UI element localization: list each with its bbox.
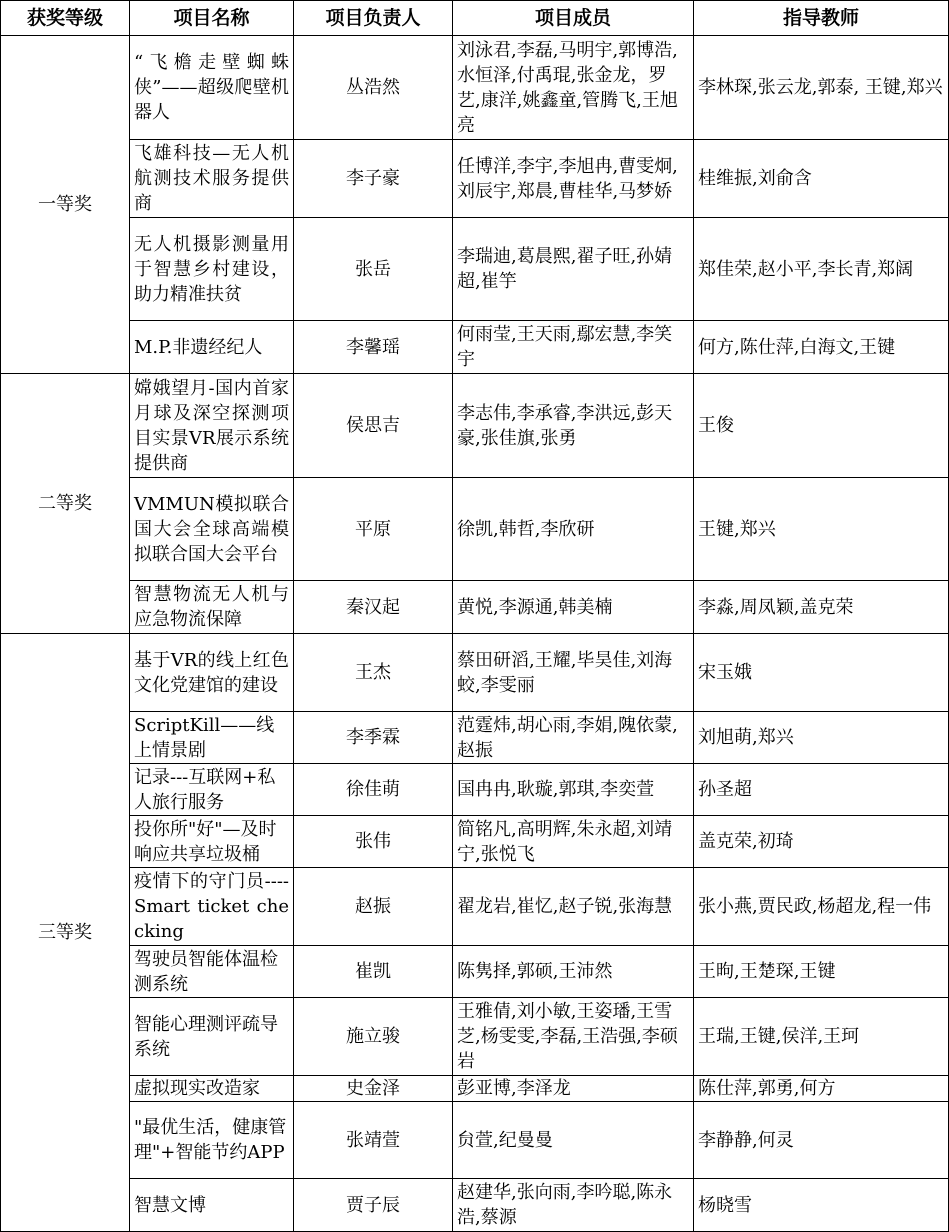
table-row	[1, 1179, 949, 1232]
project-name-cell: 记录---互联网+私人旅行服务	[130, 764, 294, 816]
project-leader-cell: 张岳	[294, 218, 453, 321]
header-advisors: 指导教师	[694, 1, 949, 36]
advisors-cell: 王俊	[694, 374, 949, 478]
project-members-cell: 简铭凡,高明辉,朱永超,刘靖宁,张悦飞	[453, 816, 694, 868]
header-row	[1, 1, 949, 36]
table-row	[1, 868, 949, 946]
advisors-cell: 王昫,王楚琛,王键	[694, 946, 949, 998]
project-name-cell: “飞檐走壁蜘蛛侠”——超级爬壁机器人	[130, 36, 294, 140]
table-row	[1, 36, 949, 140]
project-leader-cell: 李馨瑶	[294, 321, 453, 374]
project-name-cell: 飞雄科技—无人机航测技术服务提供商	[130, 140, 294, 218]
header-award-level: 获奖等级	[1, 1, 130, 36]
advisors-cell: 桂维振,刘俞含	[694, 140, 949, 218]
project-name-cell: 基于VR的线上红色文化党建馆的建设	[130, 634, 294, 712]
award-level-cell: 一等奖	[1, 36, 130, 374]
advisors-cell: 郑佳荣,赵小平,李长青,郑阔	[694, 218, 949, 321]
advisors-cell: 张小燕,贾民政,杨超龙,程一伟	[694, 868, 949, 946]
table-row	[1, 764, 949, 816]
project-name-cell: VMMUN模拟联合国大会全球高端模拟联合国大会平台	[130, 478, 294, 581]
table-row	[1, 998, 949, 1076]
project-members-cell: 李志伟,李承睿,李洪远,彭天豪,张佳旗,张勇	[453, 374, 694, 478]
table-row	[1, 634, 949, 712]
project-name-cell: 投你所"好"—及时响应共享垃圾桶	[130, 816, 294, 868]
project-name-cell: 虚拟现实改造家	[130, 1076, 294, 1102]
table-row	[1, 374, 949, 478]
project-name-cell: ScriptKill——线上情景剧	[130, 712, 294, 764]
advisors-cell: 盖克荣,初琦	[694, 816, 949, 868]
project-name-cell: 驾驶员智能体温检测系统	[130, 946, 294, 998]
project-members-cell: 贠萱,纪曼曼	[453, 1102, 694, 1179]
project-leader-cell: 张伟	[294, 816, 453, 868]
table-row	[1, 478, 949, 581]
project-leader-cell: 李子豪	[294, 140, 453, 218]
project-members-cell: 彭亚博,李泽龙	[453, 1076, 694, 1102]
project-leader-cell: 徐佳萌	[294, 764, 453, 816]
project-name-cell: 智慧文博	[130, 1179, 294, 1232]
project-leader-cell: 贾子辰	[294, 1179, 453, 1232]
project-members-cell: 李瑞迪,葛晨熙,翟子旺,孙婧超,崔竽	[453, 218, 694, 321]
award-level-cell: 三等奖	[1, 634, 130, 1232]
project-members-cell: 黄悦,李源通,韩美楠	[453, 581, 694, 634]
header-project-leader: 项目负责人	[294, 1, 453, 36]
project-leader-cell: 史金泽	[294, 1076, 453, 1102]
table-row	[1, 1102, 949, 1179]
project-leader-cell: 侯思吉	[294, 374, 453, 478]
advisors-cell: 李淼,周凤颖,盖克荣	[694, 581, 949, 634]
project-leader-cell: 丛浩然	[294, 36, 453, 140]
project-name-cell: 疫情下的守门员----Smart ticket checking	[130, 868, 294, 946]
advisors-cell: 刘旭萌,郑兴	[694, 712, 949, 764]
project-leader-cell: 李季霖	[294, 712, 453, 764]
project-name-cell: 无人机摄影测量用于智慧乡村建设，助力精准扶贫	[130, 218, 294, 321]
table-row	[1, 816, 949, 868]
project-members-cell: 何雨莹,王天雨,鄢宏慧,李笑宇	[453, 321, 694, 374]
table-row	[1, 946, 949, 998]
project-members-cell: 陈隽择,郭硕,王沛然	[453, 946, 694, 998]
project-leader-cell: 王杰	[294, 634, 453, 712]
advisors-cell: 李林琛,张云龙,郭泰, 王键,郑兴	[694, 36, 949, 140]
project-name-cell: 智慧物流无人机与应急物流保障	[130, 581, 294, 634]
project-leader-cell: 施立骏	[294, 998, 453, 1076]
award-level-cell: 二等奖	[1, 374, 130, 634]
project-name-cell: M.P.非遗经纪人	[130, 321, 294, 374]
project-leader-cell: 张靖萱	[294, 1102, 453, 1179]
advisors-cell: 宋玉娥	[694, 634, 949, 712]
table-row	[1, 712, 949, 764]
advisors-cell: 王键,郑兴	[694, 478, 949, 581]
project-name-cell: "最优生活，健康管理"+智能节约APP	[130, 1102, 294, 1179]
advisors-cell: 何方,陈仕萍,白海文,王键	[694, 321, 949, 374]
advisors-cell: 陈仕萍,郭勇,何方	[694, 1076, 949, 1102]
project-leader-cell: 平原	[294, 478, 453, 581]
project-members-cell: 赵建华,张向雨,李吟聪,陈永浩,蔡源	[453, 1179, 694, 1232]
project-members-cell: 徐凯,韩哲,李欣研	[453, 478, 694, 581]
advisors-cell: 李静静,何灵	[694, 1102, 949, 1179]
project-leader-cell: 赵振	[294, 868, 453, 946]
project-members-cell: 范霆炜,胡心雨,李娟,隗依蒙,赵振	[453, 712, 694, 764]
project-leader-cell: 秦汉起	[294, 581, 453, 634]
project-members-cell: 任博洋,李宇,李旭冉,曹雯炯,刘辰宇,郑晨,曹桂华,马梦娇	[453, 140, 694, 218]
project-members-cell: 国冉冉,耿璇,郭琪,李奕萱	[453, 764, 694, 816]
header-project-members: 项目成员	[453, 1, 694, 36]
project-members-cell: 翟龙岩,崔忆,赵子锐,张海慧	[453, 868, 694, 946]
project-members-cell: 刘泳君,李磊,马明宇,郭博浩,水恒泽,付禹琨,张金龙，罗艺,康洋,姚鑫童,管腾飞,王旭亮	[453, 36, 694, 140]
table-row	[1, 140, 949, 218]
advisors-cell: 杨晓雪	[694, 1179, 949, 1232]
project-members-cell: 蔡田研滔,王耀,毕昊佳,刘海蛟,李雯丽	[453, 634, 694, 712]
project-name-cell: 智能心理测评疏导系统	[130, 998, 294, 1076]
table-row	[1, 1076, 949, 1102]
table-row	[1, 321, 949, 374]
project-leader-cell: 崔凯	[294, 946, 453, 998]
table-row	[1, 581, 949, 634]
project-members-cell: 王雅倩,刘小敏,王姿璠,王雪芝,杨雯雯,李磊,王浩强,李硕岩	[453, 998, 694, 1076]
table-row	[1, 218, 949, 321]
project-name-cell: 嫦娥望月-国内首家月球及深空探测项目实景VR展示系统提供商	[130, 374, 294, 478]
header-project-name: 项目名称	[130, 1, 294, 36]
advisors-cell: 孙圣超	[694, 764, 949, 816]
advisors-cell: 王瑞,王键,侯洋,王珂	[694, 998, 949, 1076]
